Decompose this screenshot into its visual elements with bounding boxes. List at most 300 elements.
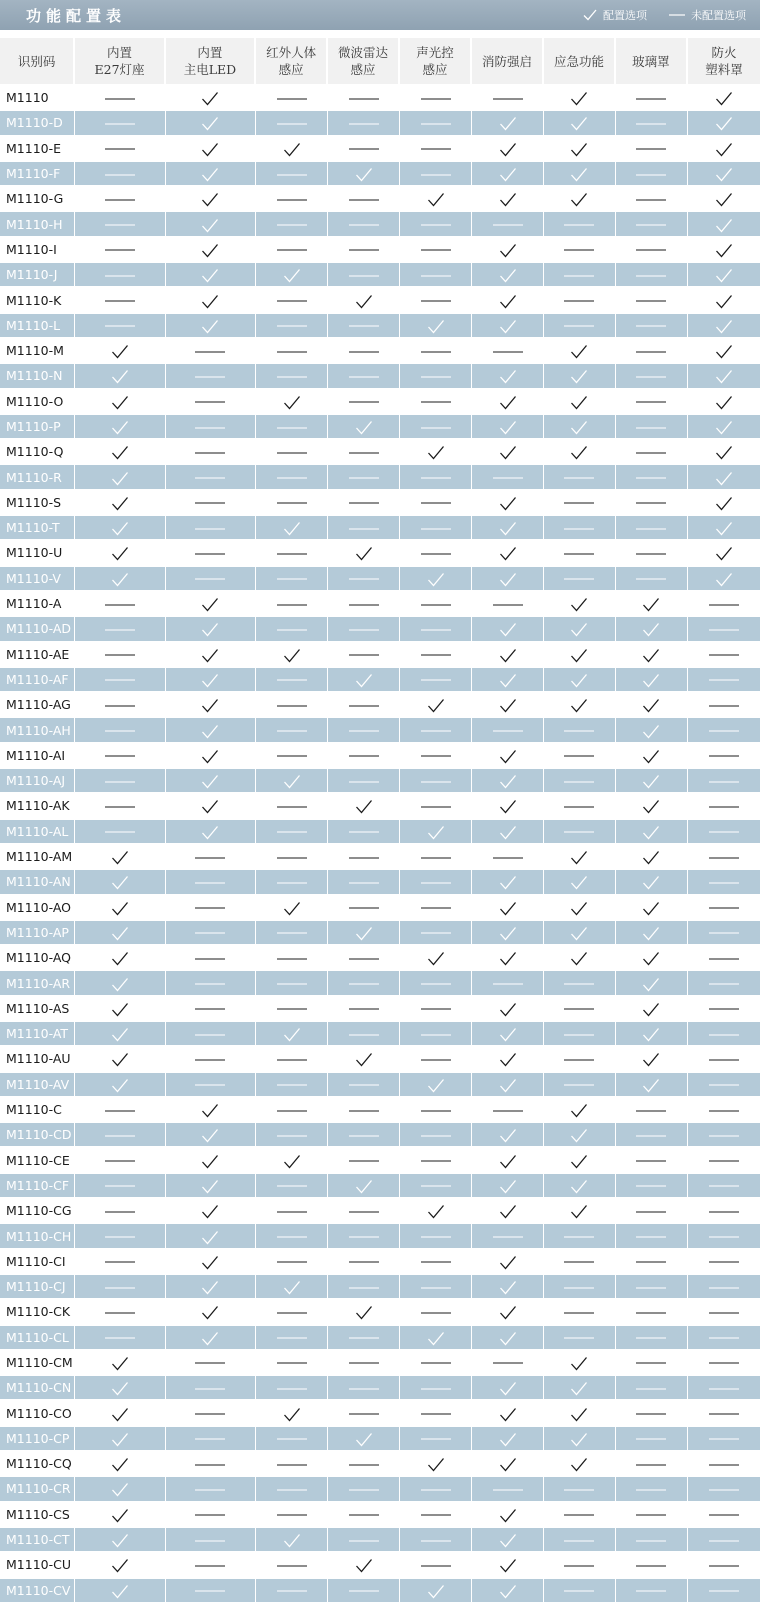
dash-icon bbox=[421, 1563, 451, 1569]
table-row bbox=[0, 539, 760, 564]
check-icon bbox=[570, 1128, 588, 1143]
cell-not-configured bbox=[328, 1096, 400, 1121]
cell-not-configured bbox=[472, 590, 544, 615]
cell-configured bbox=[400, 1197, 472, 1222]
dash-icon bbox=[564, 323, 594, 329]
dash-icon bbox=[636, 1209, 666, 1215]
check-icon bbox=[201, 319, 219, 334]
table-row bbox=[0, 489, 760, 514]
dash-icon bbox=[493, 728, 523, 734]
dash-icon bbox=[277, 1512, 307, 1518]
dash-icon bbox=[421, 1310, 451, 1316]
cell-configured bbox=[75, 969, 165, 994]
cell-configured bbox=[75, 388, 165, 413]
dash-icon bbox=[636, 1158, 666, 1164]
cell-configured bbox=[544, 590, 616, 615]
cell-not-configured bbox=[75, 742, 165, 767]
check-icon bbox=[570, 648, 588, 663]
dash-icon bbox=[421, 500, 451, 506]
cell-not-configured bbox=[400, 1121, 472, 1146]
cell-not-configured bbox=[328, 109, 400, 134]
check-icon bbox=[201, 825, 219, 840]
check-icon bbox=[570, 344, 588, 359]
cell-configured bbox=[256, 894, 328, 919]
dash-icon bbox=[349, 1158, 379, 1164]
dash-icon bbox=[636, 1108, 666, 1114]
dash-icon bbox=[564, 551, 594, 557]
dash-icon bbox=[564, 1538, 594, 1544]
check-icon bbox=[111, 926, 129, 941]
check-icon bbox=[499, 951, 517, 966]
dash-icon bbox=[349, 146, 379, 152]
cell-configured bbox=[166, 1121, 256, 1146]
cell-configured bbox=[328, 286, 400, 311]
check-icon bbox=[570, 1407, 588, 1422]
table-row bbox=[0, 1399, 760, 1424]
table-row bbox=[0, 894, 760, 919]
check-icon bbox=[715, 546, 733, 561]
cell-configured bbox=[166, 109, 256, 134]
dash-icon bbox=[105, 1234, 135, 1240]
dash-icon bbox=[421, 1158, 451, 1164]
dash-icon bbox=[195, 1588, 225, 1594]
dash-icon bbox=[195, 500, 225, 506]
dash-icon bbox=[277, 1563, 307, 1569]
legend-item-not-configured bbox=[669, 7, 746, 23]
dash-icon bbox=[636, 450, 666, 456]
check-icon bbox=[201, 1331, 219, 1346]
check-icon bbox=[499, 1533, 517, 1548]
cell-not-configured bbox=[328, 1399, 400, 1424]
dash-icon bbox=[277, 323, 307, 329]
check-icon bbox=[499, 369, 517, 384]
cell-not-configured bbox=[256, 286, 328, 311]
table-row bbox=[0, 1096, 760, 1121]
check-icon bbox=[570, 116, 588, 131]
cell-not-configured bbox=[616, 1298, 688, 1323]
legend-not-configured-label: 未配置选项 bbox=[691, 9, 746, 22]
cell-not-configured bbox=[400, 1146, 472, 1171]
cell-configured bbox=[472, 388, 544, 413]
check-icon bbox=[201, 192, 219, 207]
cell-not-configured bbox=[256, 565, 328, 590]
dash-icon bbox=[636, 1436, 666, 1442]
cell-configured bbox=[328, 1551, 400, 1576]
cell-configured bbox=[166, 1298, 256, 1323]
check-icon bbox=[570, 192, 588, 207]
cell-configured bbox=[544, 1096, 616, 1121]
model-code: M1110-N bbox=[0, 362, 75, 387]
check-icon bbox=[642, 724, 660, 739]
column-header-line: 塑料罩 bbox=[705, 62, 743, 77]
cell-not-configured bbox=[328, 1146, 400, 1171]
cell-not-configured bbox=[328, 135, 400, 160]
dash-icon bbox=[105, 1335, 135, 1341]
dash-icon bbox=[277, 298, 307, 304]
cell-not-configured bbox=[544, 1045, 616, 1070]
cell-configured bbox=[472, 1197, 544, 1222]
dash-icon bbox=[349, 450, 379, 456]
model-code: M1110-AN bbox=[0, 868, 75, 893]
cell-not-configured bbox=[328, 1450, 400, 1475]
cell-not-configured bbox=[688, 1273, 760, 1298]
dash-icon bbox=[421, 399, 451, 405]
dash-icon bbox=[421, 425, 451, 431]
cell-not-configured bbox=[400, 919, 472, 944]
cell-configured bbox=[166, 1273, 256, 1298]
table-row bbox=[0, 1071, 760, 1096]
check-icon bbox=[111, 1078, 129, 1093]
cell-configured bbox=[472, 1374, 544, 1399]
check-icon bbox=[499, 243, 517, 258]
check-icon bbox=[715, 192, 733, 207]
cell-not-configured bbox=[166, 1526, 256, 1551]
dash-icon bbox=[105, 146, 135, 152]
cell-configured bbox=[544, 1399, 616, 1424]
cell-not-configured bbox=[544, 539, 616, 564]
cell-not-configured bbox=[400, 337, 472, 362]
dash-icon bbox=[349, 829, 379, 835]
cell-not-configured bbox=[256, 185, 328, 210]
table-row bbox=[0, 84, 760, 109]
dash-icon bbox=[421, 779, 451, 785]
dash-icon bbox=[636, 1310, 666, 1316]
check-icon bbox=[570, 875, 588, 890]
cell-not-configured bbox=[544, 1324, 616, 1349]
cell-not-configured bbox=[256, 463, 328, 488]
check-icon bbox=[499, 698, 517, 713]
cell-configured bbox=[166, 767, 256, 792]
check-icon bbox=[283, 268, 301, 283]
cell-not-configured bbox=[616, 1248, 688, 1273]
check-icon bbox=[642, 1002, 660, 1017]
cell-not-configured bbox=[400, 1501, 472, 1526]
dash-icon bbox=[421, 273, 451, 279]
dash-icon bbox=[421, 1436, 451, 1442]
check-icon bbox=[283, 1027, 301, 1042]
check-icon bbox=[499, 496, 517, 511]
cell-not-configured bbox=[688, 1501, 760, 1526]
dash-icon bbox=[421, 753, 451, 759]
check-icon bbox=[499, 167, 517, 182]
cell-not-configured bbox=[75, 261, 165, 286]
check-icon bbox=[355, 1432, 373, 1447]
check-icon bbox=[499, 825, 517, 840]
dash-icon bbox=[709, 880, 739, 886]
check-icon bbox=[201, 1179, 219, 1194]
cell-not-configured bbox=[616, 1222, 688, 1247]
cell-configured bbox=[166, 792, 256, 817]
check-icon bbox=[111, 572, 129, 587]
check-icon bbox=[201, 1103, 219, 1118]
cell-not-configured bbox=[75, 185, 165, 210]
dash-icon bbox=[421, 1006, 451, 1012]
cell-configured bbox=[544, 894, 616, 919]
cell-configured bbox=[688, 438, 760, 463]
cell-configured bbox=[166, 286, 256, 311]
dash-icon bbox=[564, 1563, 594, 1569]
check-icon bbox=[715, 268, 733, 283]
check-icon bbox=[427, 1331, 445, 1346]
check-icon bbox=[715, 369, 733, 384]
dash-icon bbox=[349, 247, 379, 253]
cell-configured bbox=[166, 691, 256, 716]
cell-not-configured bbox=[400, 1475, 472, 1500]
check-icon bbox=[355, 1305, 373, 1320]
dash-icon bbox=[709, 855, 739, 861]
dash-icon bbox=[277, 627, 307, 633]
cell-not-configured bbox=[688, 716, 760, 741]
column-header-line: 声光控 bbox=[416, 45, 454, 60]
table-row bbox=[0, 691, 760, 716]
table-row bbox=[0, 615, 760, 640]
cell-not-configured bbox=[400, 1222, 472, 1247]
cell-configured bbox=[616, 716, 688, 741]
dash-icon bbox=[564, 1335, 594, 1341]
dash-icon bbox=[709, 703, 739, 709]
dash-icon bbox=[421, 121, 451, 127]
cell-configured bbox=[75, 438, 165, 463]
table-row bbox=[0, 1349, 760, 1374]
cell-not-configured bbox=[400, 210, 472, 235]
cell-not-configured bbox=[256, 1197, 328, 1222]
dash-icon bbox=[709, 956, 739, 962]
dash-icon bbox=[105, 197, 135, 203]
check-icon bbox=[201, 1255, 219, 1270]
cell-not-configured bbox=[544, 565, 616, 590]
cell-configured bbox=[688, 236, 760, 261]
dash-icon bbox=[421, 855, 451, 861]
cell-configured bbox=[616, 641, 688, 666]
cell-not-configured bbox=[400, 1172, 472, 1197]
cell-not-configured bbox=[544, 716, 616, 741]
cell-not-configured bbox=[544, 1475, 616, 1500]
dash-icon bbox=[195, 1512, 225, 1518]
dash-icon bbox=[105, 829, 135, 835]
model-code: M1110-G bbox=[0, 185, 75, 210]
cell-not-configured bbox=[544, 210, 616, 235]
cell-configured bbox=[472, 539, 544, 564]
dash-icon bbox=[421, 1512, 451, 1518]
dash-icon bbox=[349, 475, 379, 481]
dash-icon bbox=[195, 981, 225, 987]
dash-icon bbox=[277, 1360, 307, 1366]
model-code: M1110-CE bbox=[0, 1146, 75, 1171]
dash-icon bbox=[709, 1588, 739, 1594]
cell-configured bbox=[688, 312, 760, 337]
cell-configured bbox=[75, 489, 165, 514]
cell-configured bbox=[472, 615, 544, 640]
dash-icon bbox=[564, 1082, 594, 1088]
dash-icon bbox=[105, 1310, 135, 1316]
cell-not-configured bbox=[328, 818, 400, 843]
cell-configured bbox=[472, 944, 544, 969]
column-header bbox=[328, 38, 400, 84]
dash-icon bbox=[349, 1133, 379, 1139]
cell-configured bbox=[328, 539, 400, 564]
cell-not-configured bbox=[544, 463, 616, 488]
table-row bbox=[0, 438, 760, 463]
cell-not-configured bbox=[400, 236, 472, 261]
check-icon bbox=[427, 1584, 445, 1599]
table-row bbox=[0, 868, 760, 893]
dash-icon bbox=[105, 1133, 135, 1139]
dash-icon bbox=[195, 905, 225, 911]
check-icon bbox=[111, 1508, 129, 1523]
dash-icon bbox=[564, 247, 594, 253]
column-header-line: 消防强启 bbox=[481, 53, 532, 69]
cell-not-configured bbox=[328, 590, 400, 615]
check-icon bbox=[570, 1204, 588, 1219]
model-code: M1110-E bbox=[0, 135, 75, 160]
dash-icon bbox=[709, 1563, 739, 1569]
model-code: M1110-CO bbox=[0, 1399, 75, 1424]
cell-not-configured bbox=[256, 1501, 328, 1526]
check-icon bbox=[201, 1305, 219, 1320]
dash-icon bbox=[709, 1108, 739, 1114]
check-icon bbox=[642, 825, 660, 840]
column-header-line: 感应 bbox=[278, 62, 304, 77]
cell-configured bbox=[75, 995, 165, 1020]
cell-configured bbox=[472, 261, 544, 286]
cell-configured bbox=[544, 666, 616, 691]
table-row bbox=[0, 135, 760, 160]
check-icon bbox=[111, 1052, 129, 1067]
dash-icon bbox=[421, 551, 451, 557]
cell-configured bbox=[616, 1071, 688, 1096]
cell-not-configured bbox=[400, 969, 472, 994]
dash-icon bbox=[564, 1006, 594, 1012]
cell-not-configured bbox=[166, 1374, 256, 1399]
model-code: M1110-AH bbox=[0, 716, 75, 741]
cell-not-configured bbox=[328, 843, 400, 868]
dash-icon bbox=[636, 1462, 666, 1468]
model-code: M1110-AK bbox=[0, 792, 75, 817]
dash-icon bbox=[636, 399, 666, 405]
cell-not-configured bbox=[544, 1551, 616, 1576]
check-icon bbox=[427, 825, 445, 840]
cell-not-configured bbox=[166, 413, 256, 438]
cell-not-configured bbox=[544, 489, 616, 514]
table-row bbox=[0, 767, 760, 792]
cell-configured bbox=[256, 1020, 328, 1045]
dash-icon bbox=[349, 652, 379, 658]
cell-not-configured bbox=[544, 1071, 616, 1096]
cell-not-configured bbox=[472, 969, 544, 994]
dash-icon bbox=[421, 1386, 451, 1392]
check-icon bbox=[499, 622, 517, 637]
check-icon bbox=[427, 698, 445, 713]
cell-configured bbox=[688, 514, 760, 539]
cell-not-configured bbox=[616, 388, 688, 413]
cell-configured bbox=[166, 261, 256, 286]
cell-configured bbox=[472, 1045, 544, 1070]
cell-not-configured bbox=[166, 362, 256, 387]
dash-icon bbox=[493, 475, 523, 481]
cell-not-configured bbox=[400, 160, 472, 185]
check-icon bbox=[201, 167, 219, 182]
cell-not-configured bbox=[400, 716, 472, 741]
dash-icon bbox=[105, 652, 135, 658]
cell-not-configured bbox=[400, 1045, 472, 1070]
cell-configured bbox=[400, 1324, 472, 1349]
model-code: M1110-J bbox=[0, 261, 75, 286]
cell-configured bbox=[75, 1349, 165, 1374]
cell-not-configured bbox=[328, 767, 400, 792]
cell-configured bbox=[544, 1121, 616, 1146]
cell-configured bbox=[472, 995, 544, 1020]
dash-icon bbox=[421, 247, 451, 253]
dash-icon bbox=[105, 323, 135, 329]
cell-not-configured bbox=[166, 438, 256, 463]
column-header bbox=[688, 38, 760, 84]
dash-icon bbox=[564, 728, 594, 734]
cell-not-configured bbox=[688, 944, 760, 969]
cell-configured bbox=[472, 413, 544, 438]
cell-not-configured bbox=[472, 463, 544, 488]
model-code: M1110-AD bbox=[0, 615, 75, 640]
dash-icon bbox=[709, 1183, 739, 1189]
cell-not-configured bbox=[328, 641, 400, 666]
cell-not-configured bbox=[616, 1374, 688, 1399]
dash-icon bbox=[636, 1588, 666, 1594]
cell-not-configured bbox=[256, 1248, 328, 1273]
cell-not-configured bbox=[544, 969, 616, 994]
check-icon bbox=[499, 1381, 517, 1396]
title-bar bbox=[0, 0, 760, 30]
dash-icon bbox=[349, 728, 379, 734]
dash-icon bbox=[195, 1462, 225, 1468]
cell-not-configured bbox=[688, 615, 760, 640]
dash-icon bbox=[349, 1006, 379, 1012]
dash-icon bbox=[564, 829, 594, 835]
model-code: M1110-CK bbox=[0, 1298, 75, 1323]
check-icon bbox=[111, 1407, 129, 1422]
check-icon bbox=[715, 420, 733, 435]
cell-configured bbox=[166, 666, 256, 691]
model-code: M1110-Q bbox=[0, 438, 75, 463]
cell-configured bbox=[472, 286, 544, 311]
cell-not-configured bbox=[256, 1298, 328, 1323]
dash-icon bbox=[709, 981, 739, 987]
cell-not-configured bbox=[75, 641, 165, 666]
cell-not-configured bbox=[256, 109, 328, 134]
cell-configured bbox=[544, 337, 616, 362]
cell-configured bbox=[328, 1298, 400, 1323]
check-icon bbox=[283, 1280, 301, 1295]
cell-not-configured bbox=[472, 716, 544, 741]
cell-configured bbox=[166, 236, 256, 261]
model-code: M1110-F bbox=[0, 160, 75, 185]
dash-icon bbox=[636, 247, 666, 253]
dash-icon bbox=[709, 1032, 739, 1038]
cell-not-configured bbox=[688, 818, 760, 843]
check-icon bbox=[499, 1305, 517, 1320]
dash-icon bbox=[349, 399, 379, 405]
dash-icon bbox=[195, 930, 225, 936]
cell-configured bbox=[166, 1096, 256, 1121]
table-row bbox=[0, 236, 760, 261]
dash-icon bbox=[709, 1386, 739, 1392]
cell-not-configured bbox=[616, 286, 688, 311]
dash-icon bbox=[105, 1259, 135, 1265]
dash-icon bbox=[421, 1133, 451, 1139]
cell-not-configured bbox=[328, 1197, 400, 1222]
cell-not-configured bbox=[328, 1501, 400, 1526]
model-code: M1110-I bbox=[0, 236, 75, 261]
check-icon bbox=[642, 597, 660, 612]
cell-configured bbox=[75, 1374, 165, 1399]
